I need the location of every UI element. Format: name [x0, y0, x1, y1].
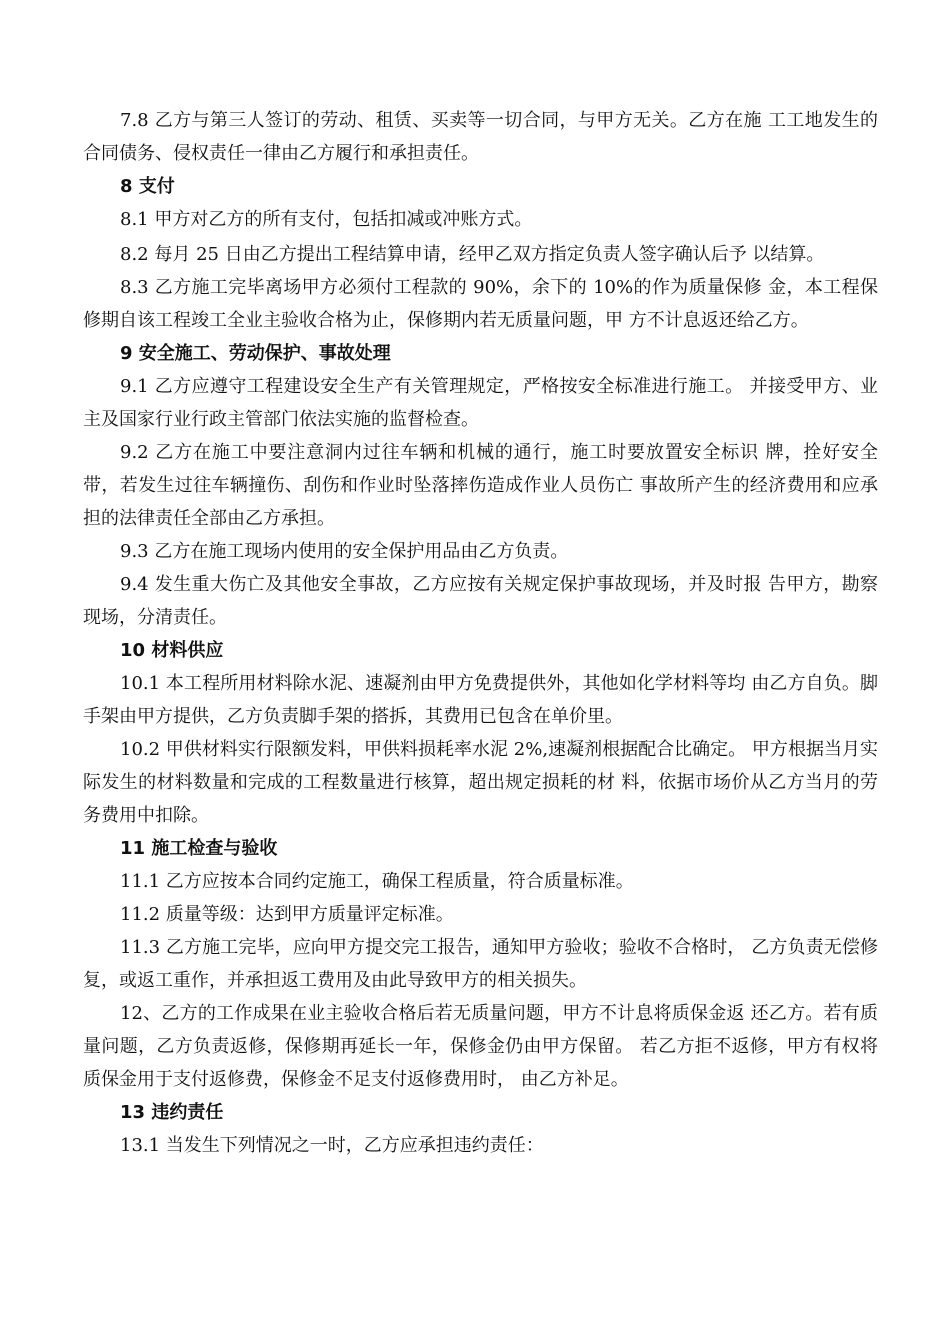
document-body	[83, 104, 878, 1162]
section-heading-8: 8 支付	[120, 176, 175, 197]
section-heading-9: 9 安全施工、劳动保护、事故处理	[120, 343, 391, 364]
section-heading-10: 10 材料供应	[120, 640, 224, 661]
section-heading-11: 11 施工检查与验收	[120, 838, 278, 859]
clause-11-1: 11.1 乙方应按本合同约定施工，确保工程质量，符合质量标准。	[120, 871, 634, 892]
clause-9-4: 9.4 发生重大伤亡及其他安全事故，乙方应按有关规定保护事故现场，并及时报 告甲方，勘察现场，分清责任。	[83, 574, 878, 628]
clause-10-1: 10.1 本工程所用材料除水泥、速凝剂由甲方免费提供外，其他如化学材料等均 由乙方自负。脚手架由甲方提供，乙方负责脚手架的搭拆，其费用已包含在单价里。	[83, 673, 878, 727]
clause-8-2: 8.2 每月 25 日由乙方提出工程结算申请，经甲乙双方指定负责人签字确认后予 以结算。	[120, 244, 825, 265]
clause-9-3: 9.3 乙方在施工现场内使用的安全保护用品由乙方负责。	[120, 541, 569, 562]
clause-11-3: 11.3 乙方施工完毕，应向甲方提交完工报告，通知甲方验收；验收不合格时， 乙方负责无偿修复，或返工重作，并承担返工费用及由此导致甲方的相关损失。	[83, 937, 878, 991]
clause-7-8: 7.8 乙方与第三人签订的劳动、租赁、买卖等一切合同，与甲方无关。乙方在施 工工地发生的合同债务、侵权责任一律由乙方履行和承担责任。	[83, 110, 878, 164]
clause-8-3: 8.3 乙方施工完毕离场甲方必须付工程款的 90%，余下的 10%的作为质量保修 金，本工程保修期自该工程竣工全业主验收合格为止，保修期内若无质量问题，甲 方不计息返还给乙方。	[83, 277, 878, 331]
clause-10-2: 10.2 甲供材料实行限额发料，甲供料损耗率水泥 2%,速凝剂根据配合比确定。 甲方根据当月实际发生的材料数量和完成的工程数量进行核算，超出规定损耗的材 料，依据市场价从乙方当月的劳务费用中扣除。	[83, 739, 878, 826]
clause-12: 12、乙方的工作成果在业主验收合格后若无质量问题，甲方不计息将质保金返 还乙方。若有质量问题，乙方负责返修，保修期再延长一年，保修金仍由甲方保留。 若乙方拒不返修，甲方有权将质保金用于支付返修费，保修金不足支付返修费用时， 由乙方补足。	[83, 1003, 878, 1090]
clause-9-1: 9.1 乙方应遵守工程建设安全生产有关管理规定，严格按安全标准进行施工。 并接受甲方、业主及国家行业行政主管部门依法实施的监督检查。	[83, 376, 878, 430]
clause-9-2: 9.2 乙方在施工中要注意洞内过往车辆和机械的通行，施工时要放置安全标识 牌，拴好安全带，若发生过往车辆撞伤、刮伤和作业时坠落摔伤造成作业人员伤亡 事故所产生的经济费用和应承担的法律责任全部由乙方承担。	[83, 442, 878, 529]
clause-8-1: 8.1 甲方对乙方的所有支付，包括扣减或冲账方式。	[120, 209, 533, 230]
clause-11-2: 11.2 质量等级：达到甲方质量评定标准。	[120, 904, 454, 925]
section-heading-13: 13 违约责任	[120, 1102, 224, 1123]
clause-13-1: 13.1 当发生下列情况之一时，乙方应承担违约责任：	[120, 1135, 544, 1156]
